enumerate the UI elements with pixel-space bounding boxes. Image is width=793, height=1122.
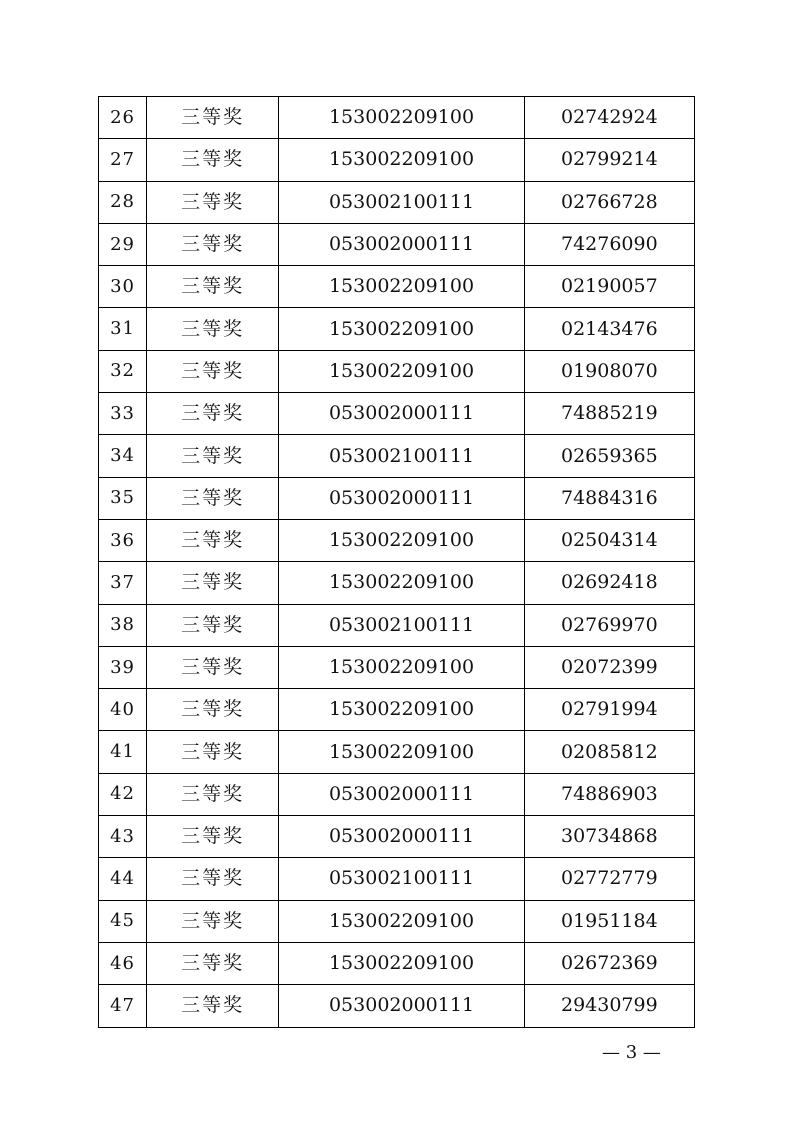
seq-cell: 35	[99, 477, 147, 519]
invoice-number-cell: 74886903	[524, 773, 694, 815]
seq-cell: 29	[99, 223, 147, 265]
prize-table	[98, 96, 695, 1028]
table-row	[99, 604, 695, 646]
invoice-code-cell: 153002209100	[279, 900, 524, 942]
table-row	[99, 731, 695, 773]
prize-grade-cell: 三等奖	[147, 393, 279, 435]
invoice-code-cell: 053002000111	[279, 985, 524, 1027]
prize-grade-cell: 三等奖	[147, 266, 279, 308]
prize-grade-cell: 三等奖	[147, 731, 279, 773]
invoice-code-cell: 153002209100	[279, 139, 524, 181]
seq-cell: 30	[99, 266, 147, 308]
seq-cell: 40	[99, 689, 147, 731]
invoice-number-cell: 02085812	[524, 731, 694, 773]
page-number: — 3 —	[602, 1042, 661, 1063]
invoice-code-cell: 053002000111	[279, 223, 524, 265]
invoice-code-cell: 053002100111	[279, 858, 524, 900]
seq-cell: 28	[99, 181, 147, 223]
prize-grade-cell: 三等奖	[147, 139, 279, 181]
invoice-code-cell: 153002209100	[279, 308, 524, 350]
invoice-number-cell: 01951184	[524, 900, 694, 942]
table-row	[99, 646, 695, 688]
seq-cell: 32	[99, 350, 147, 392]
invoice-code-cell: 153002209100	[279, 646, 524, 688]
invoice-code-cell: 053002000111	[279, 816, 524, 858]
seq-cell: 39	[99, 646, 147, 688]
prize-grade-cell: 三等奖	[147, 350, 279, 392]
invoice-code-cell: 053002100111	[279, 181, 524, 223]
prize-grade-cell: 三等奖	[147, 900, 279, 942]
prize-grade-cell: 三等奖	[147, 773, 279, 815]
invoice-number-cell: 74885219	[524, 393, 694, 435]
invoice-code-cell: 153002209100	[279, 266, 524, 308]
table-row	[99, 519, 695, 561]
invoice-number-cell: 02742924	[524, 97, 694, 139]
table-row	[99, 689, 695, 731]
invoice-number-cell: 74276090	[524, 223, 694, 265]
prize-grade-cell: 三等奖	[147, 985, 279, 1027]
prize-grade-cell: 三等奖	[147, 97, 279, 139]
table-row	[99, 985, 695, 1027]
invoice-number-cell: 02072399	[524, 646, 694, 688]
invoice-number-cell: 02799214	[524, 139, 694, 181]
invoice-number-cell: 02190057	[524, 266, 694, 308]
seq-cell: 33	[99, 393, 147, 435]
prize-grade-cell: 三等奖	[147, 562, 279, 604]
invoice-number-cell: 02143476	[524, 308, 694, 350]
prize-table-body	[99, 97, 695, 1028]
prize-grade-cell: 三等奖	[147, 519, 279, 561]
prize-grade-cell: 三等奖	[147, 858, 279, 900]
invoice-number-cell: 74884316	[524, 477, 694, 519]
seq-cell: 41	[99, 731, 147, 773]
prize-grade-cell: 三等奖	[147, 181, 279, 223]
table-row	[99, 223, 695, 265]
table-row	[99, 477, 695, 519]
prize-grade-cell: 三等奖	[147, 942, 279, 984]
seq-cell: 34	[99, 435, 147, 477]
invoice-code-cell: 153002209100	[279, 942, 524, 984]
seq-cell: 36	[99, 519, 147, 561]
invoice-code-cell: 153002209100	[279, 519, 524, 561]
prize-grade-cell: 三等奖	[147, 223, 279, 265]
invoice-number-cell: 02769970	[524, 604, 694, 646]
seq-cell: 31	[99, 308, 147, 350]
invoice-code-cell: 153002209100	[279, 350, 524, 392]
prize-grade-cell: 三等奖	[147, 816, 279, 858]
table-row	[99, 773, 695, 815]
table-row	[99, 435, 695, 477]
seq-cell: 27	[99, 139, 147, 181]
invoice-number-cell: 02791994	[524, 689, 694, 731]
seq-cell: 46	[99, 942, 147, 984]
invoice-code-cell: 053002000111	[279, 393, 524, 435]
seq-cell: 26	[99, 97, 147, 139]
seq-cell: 38	[99, 604, 147, 646]
invoice-code-cell: 053002100111	[279, 435, 524, 477]
invoice-number-cell: 29430799	[524, 985, 694, 1027]
table-row	[99, 350, 695, 392]
table-row	[99, 266, 695, 308]
invoice-code-cell: 053002100111	[279, 604, 524, 646]
invoice-code-cell: 153002209100	[279, 731, 524, 773]
prize-grade-cell: 三等奖	[147, 689, 279, 731]
seq-cell: 42	[99, 773, 147, 815]
invoice-code-cell: 153002209100	[279, 97, 524, 139]
table-row	[99, 900, 695, 942]
prize-grade-cell: 三等奖	[147, 477, 279, 519]
invoice-number-cell: 02659365	[524, 435, 694, 477]
invoice-code-cell: 153002209100	[279, 562, 524, 604]
table-row	[99, 816, 695, 858]
invoice-number-cell: 02772779	[524, 858, 694, 900]
prize-grade-cell: 三等奖	[147, 646, 279, 688]
table-row	[99, 139, 695, 181]
invoice-number-cell: 02672369	[524, 942, 694, 984]
table-row	[99, 97, 695, 139]
prize-grade-cell: 三等奖	[147, 435, 279, 477]
table-row	[99, 181, 695, 223]
invoice-number-cell: 02766728	[524, 181, 694, 223]
invoice-code-cell: 053002000111	[279, 477, 524, 519]
table-row	[99, 308, 695, 350]
table-row	[99, 562, 695, 604]
invoice-number-cell: 02692418	[524, 562, 694, 604]
seq-cell: 37	[99, 562, 147, 604]
prize-grade-cell: 三等奖	[147, 604, 279, 646]
invoice-code-cell: 153002209100	[279, 689, 524, 731]
invoice-code-cell: 053002000111	[279, 773, 524, 815]
seq-cell: 45	[99, 900, 147, 942]
invoice-number-cell: 30734868	[524, 816, 694, 858]
seq-cell: 44	[99, 858, 147, 900]
table-row	[99, 858, 695, 900]
seq-cell: 47	[99, 985, 147, 1027]
invoice-number-cell: 01908070	[524, 350, 694, 392]
invoice-number-cell: 02504314	[524, 519, 694, 561]
prize-grade-cell: 三等奖	[147, 308, 279, 350]
seq-cell: 43	[99, 816, 147, 858]
table-row	[99, 393, 695, 435]
table-row	[99, 942, 695, 984]
